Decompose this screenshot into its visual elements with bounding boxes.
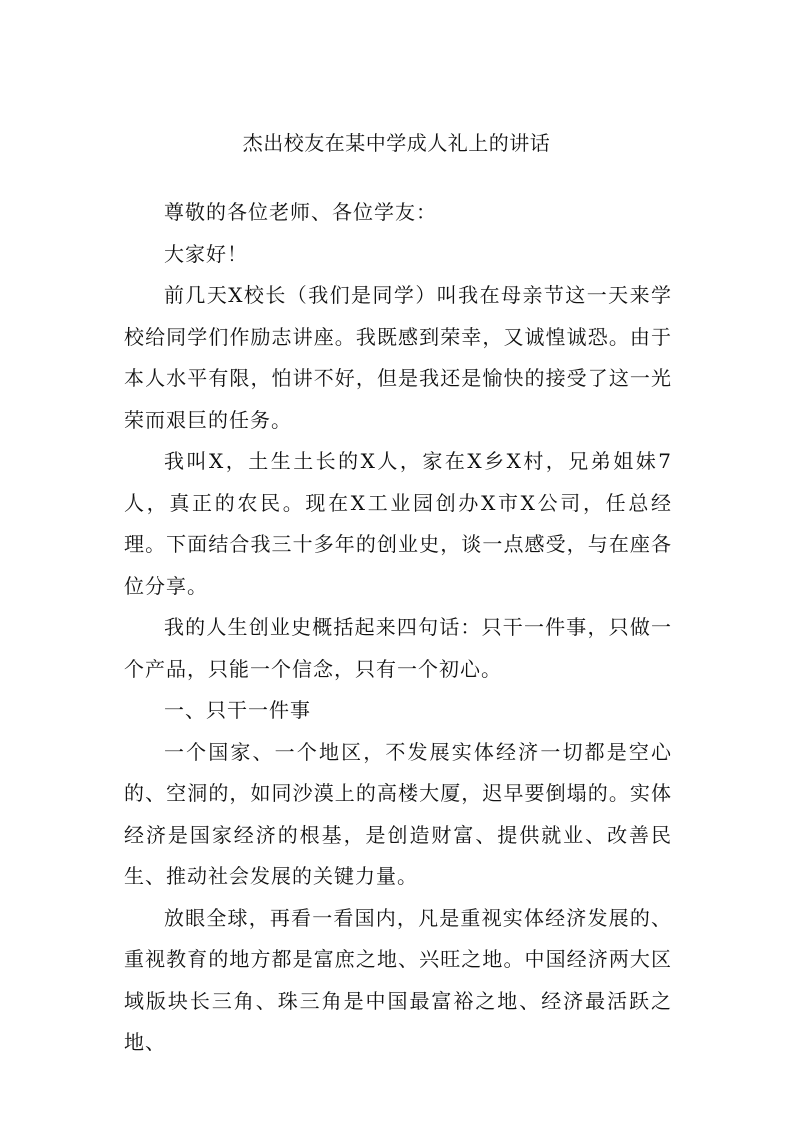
paragraph-intro: 前几天X校长（我们是同学）叫我在母亲节这一天来学校给同学们作励志讲座。我既感到荣幸，又诚惶诚恐。由于本人水平有限，怕讲不好，但是我还是愉快的接受了这一光荣而艰巨的任务。 <box>124 283 672 432</box>
document-title: 杰出校友在某中学成人礼上的讲话 <box>242 131 551 155</box>
salutation: 尊敬的各位老师、各位学友： <box>164 200 437 224</box>
document-body <box>124 192 672 1064</box>
greeting: 大家好！ <box>164 241 248 266</box>
paragraph-global-view: 放眼全球，再看一看国内，凡是重视实体经济发展的、重视教育的地方都是富庶之地、兴旺之地。中国经济两大区域版块长三角、珠三角是中国最富裕之地、经济最活跃之地、 <box>124 905 672 1054</box>
paragraph-self-introduction: 我叫X，土生土长的X人，家在X乡X村，兄弟姐妹7人，真正的农民。现在X工业园创办X市X公司，任总经理。下面结合我三十多年的创业史，谈一点感受，与在座各位分享。 <box>124 449 672 598</box>
section-heading-one: 一、只干一件事 <box>164 698 311 722</box>
paragraph-summary: 我的人生创业史概括起来四句话：只干一件事，只做一个产品，只能一个信念，只有一个初心。 <box>124 615 672 681</box>
paragraph-real-economy: 一个国家、一个地区，不发展实体经济一切都是空心的、空洞的，如同沙漠上的高楼大厦，迟早要倒塌的。实体经济是国家经济的根基，是创造财富、提供就业、改善民生、推动社会发展的关键力量。 <box>124 739 672 888</box>
